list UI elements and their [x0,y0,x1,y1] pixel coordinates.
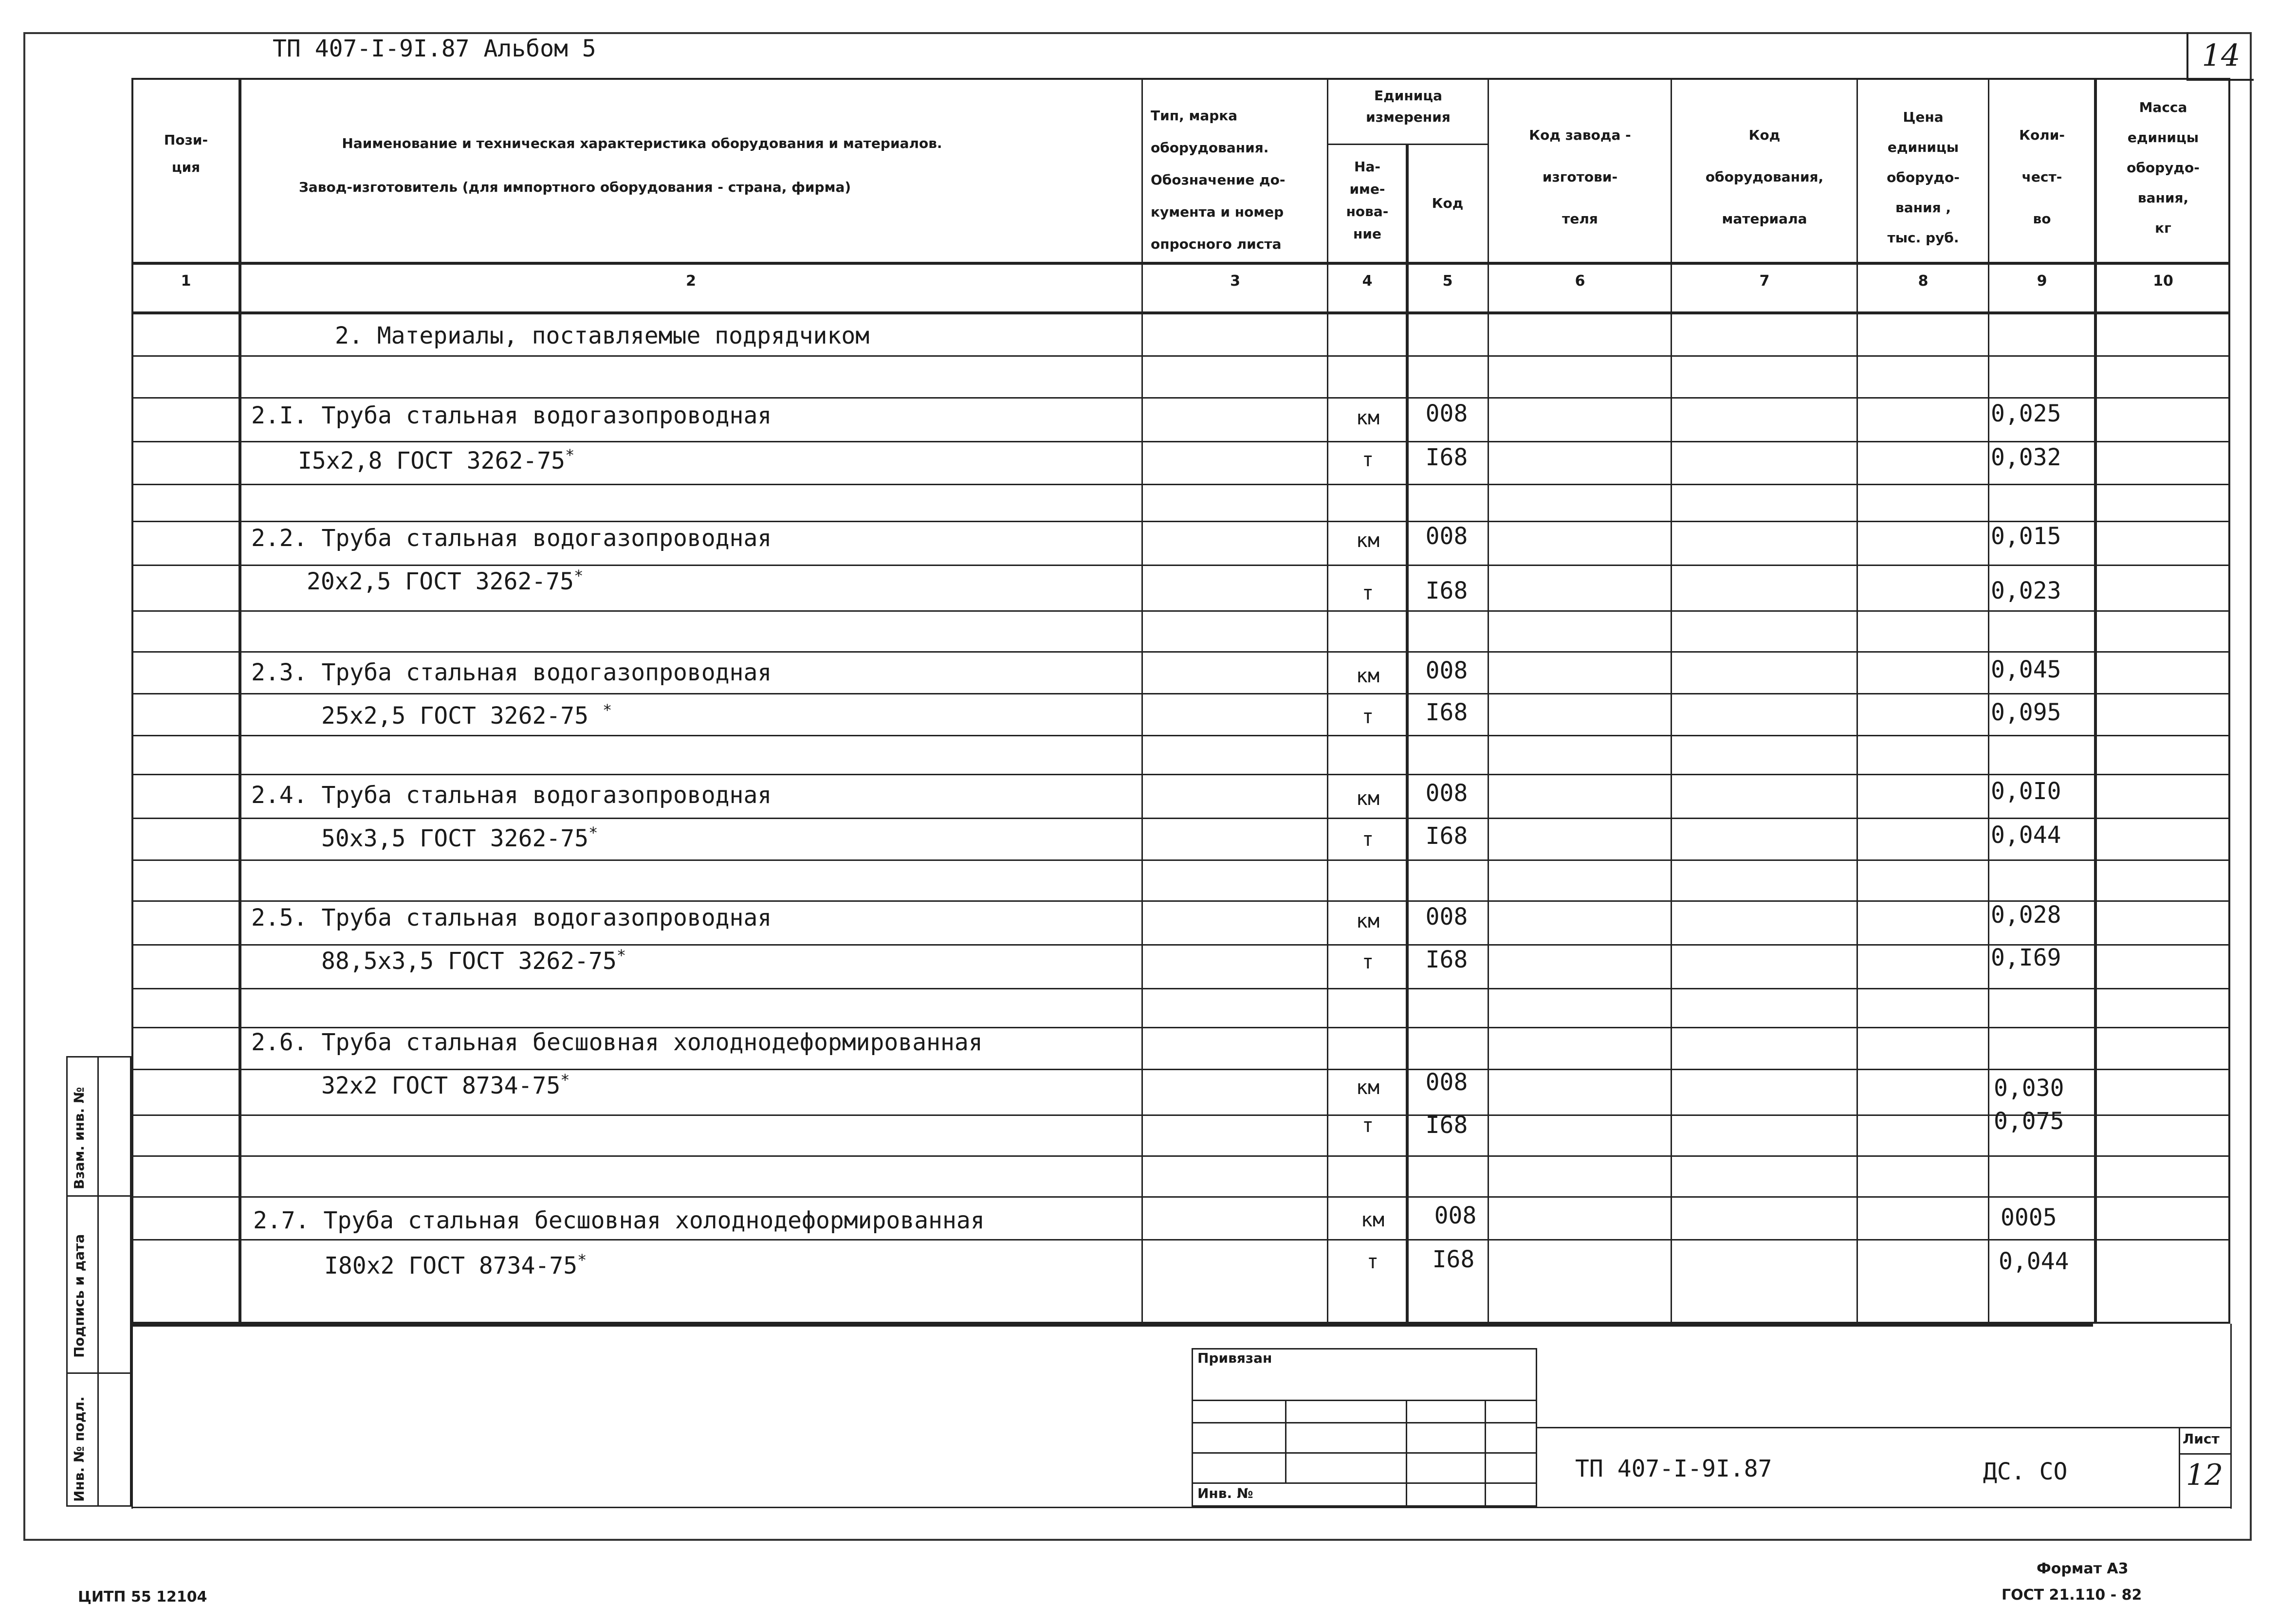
item-2-4-unit-km: км [1356,787,1380,810]
item-2-4-spec: 50x3,5 ГОСТ 3262-75* [321,823,598,852]
album-title: ТП 407-I-9I.87 Альбом 5 [273,35,596,62]
sheet-number-box [2186,32,2254,81]
item-2-4-code-t: I68 [1425,822,1468,850]
item-2-6-name: 2.6. Труба стальная бесшовная холоднодеформированная [251,1029,983,1056]
col2-header: Наименование и техническая характеристика оборудования и материалов. Завод-изготовитель (для импортного оборудования - страна, фирма) [299,135,942,195]
col6-header: Код завода - изготови- теля [1529,127,1631,227]
item-2-1-name: 2.I. Труба стальная водогазопроводная [251,402,772,429]
item-2-4-code-km: 008 [1425,780,1468,807]
col5-header: Код [1432,195,1464,211]
item-2-2-qty-t: 0,023 [1991,577,2061,604]
item-2-2-unit-t: т [1361,582,1374,604]
col-num-1: 1 [181,273,191,290]
item-2-5-unit-t: т [1361,951,1374,973]
item-2-2-unit-km: км [1356,529,1380,552]
col8-header: Цена единицы оборудо- вания , тыс. руб. [1887,109,1960,246]
col-num-4: 4 [1362,273,1373,290]
footer-gost: ГОСТ 21.110 - 82 [2002,1587,2142,1604]
item-2-3-code-t: I68 [1425,699,1468,726]
item-2-1-qty-t: 0,032 [1991,444,2061,471]
item-2-7-name: 2.7. Труба стальная бесшовная холоднодеформированная [253,1207,985,1234]
unit-group-header: Единица измерения [1366,88,1451,125]
inv-no-label: Инв. № [1197,1485,1253,1501]
item-2-6-qty-t: 0,075 [1994,1108,2064,1135]
col-num-10: 10 [2153,273,2173,290]
item-2-4-unit-t: т [1361,828,1374,851]
footer-citp: ЦИТП 55 12104 [78,1588,207,1606]
item-2-5-code-t: I68 [1425,946,1468,973]
col9-header: Коли- чест- во [2019,127,2065,227]
col-num-2: 2 [686,273,696,290]
item-2-1-code-km: 008 [1425,400,1468,427]
item-2-6-spec: 32x2 ГОСТ 8734-75* [321,1071,570,1099]
item-2-3-unit-t: т [1361,706,1374,728]
item-2-4-name: 2.4. Труба стальная водогазопроводная [251,782,772,809]
col1-header: Пози- ция [164,132,208,175]
item-2-1-code-t: I68 [1425,444,1468,471]
privyazan-label: Привязан [1197,1350,1272,1366]
side-label-vzam: Взам. инв. № [71,1087,87,1189]
item-2-2-code-km: 008 [1425,523,1468,550]
section-title: 2. Материалы, поставляемые подрядчиком [335,322,870,349]
doc-code: ТП 407-I-9I.87 [1575,1455,1772,1482]
item-2-4-qty-km: 0,0I0 [1991,778,2061,805]
item-2-5-qty-t: 0,I69 [1991,944,2061,971]
item-2-5-name: 2.5. Труба стальная водогазопроводная [251,904,772,931]
item-2-2-code-t: I68 [1425,577,1468,604]
item-2-3-code-km: 008 [1425,657,1468,684]
item-2-3-unit-km: км [1356,665,1380,687]
item-2-1-qty-km: 0,025 [1991,400,2061,427]
item-2-7-unit-km: км [1360,1209,1385,1231]
item-2-3-qty-km: 0,045 [1991,656,2061,683]
item-2-7-unit-t: т [1366,1251,1379,1273]
list-number: 12 [2186,1458,2223,1492]
col-num-6: 6 [1575,273,1585,290]
item-2-2-qty-km: 0,015 [1991,523,2061,550]
item-2-5-unit-km: км [1356,910,1380,932]
col-num-5: 5 [1442,273,1453,290]
item-2-3-name: 2.3. Труба стальная водогазопроводная [251,659,772,686]
doc-suffix: ДС. СО [1983,1458,2068,1485]
side-label-podpis: Подпись и дата [71,1234,87,1358]
item-2-7-code-t: I68 [1432,1246,1475,1273]
side-label-inv: Инв. № подл. [71,1396,87,1502]
item-2-6-unit-t: т [1361,1114,1374,1137]
item-2-7-qty-t: 0,044 [1999,1248,2069,1275]
col-num-3: 3 [1230,273,1240,290]
footer-format: Формат А3 [2037,1560,2129,1577]
sheet-number: 14 [2202,37,2241,73]
item-2-7-code-km: 008 [1434,1202,1477,1229]
col10-header: Масса единицы оборудо- вания, кг [2127,99,2200,236]
col3-header: Тип, марка оборудования. Обозначение до- кумента и номер опросного листа [1151,108,1286,252]
item-2-6-code-t: I68 [1425,1112,1468,1139]
item-2-7-spec: I80x2 ГОСТ 8734-75* [324,1251,587,1279]
col-num-7: 7 [1759,273,1770,290]
item-2-3-qty-t: 0,095 [1991,699,2061,726]
item-2-7-qty-km: 0005 [2001,1204,2057,1231]
item-2-6-code-km: 008 [1425,1069,1468,1096]
item-2-1-spec: I5x2,8 ГОСТ 3262-75* [298,446,575,474]
item-2-3-spec: 25x2,5 ГОСТ 3262-75 * [321,701,612,730]
item-2-5-qty-km: 0,028 [1991,901,2061,929]
col-num-8: 8 [1918,273,1929,290]
item-2-2-spec: 20x2,5 ГОСТ 3262-75* [307,566,584,595]
item-2-6-qty-km: 0,030 [1994,1075,2064,1102]
list-label: Лист [2183,1431,2220,1447]
item-2-5-spec: 88,5x3,5 ГОСТ 3262-75* [321,946,626,975]
col-num-9: 9 [2037,273,2047,290]
item-2-1-unit-km: км [1356,407,1380,429]
item-2-2-name: 2.2. Труба стальная водогазопроводная [251,525,772,552]
item-2-4-qty-t: 0,044 [1991,821,2061,849]
item-2-6-unit-km: км [1356,1077,1380,1099]
col4-header: На- име- нова- ние [1346,159,1389,242]
col7-header: Код оборудования, материала [1705,127,1824,227]
item-2-5-code-km: 008 [1425,903,1468,931]
item-2-1-unit-t: т [1361,449,1374,471]
